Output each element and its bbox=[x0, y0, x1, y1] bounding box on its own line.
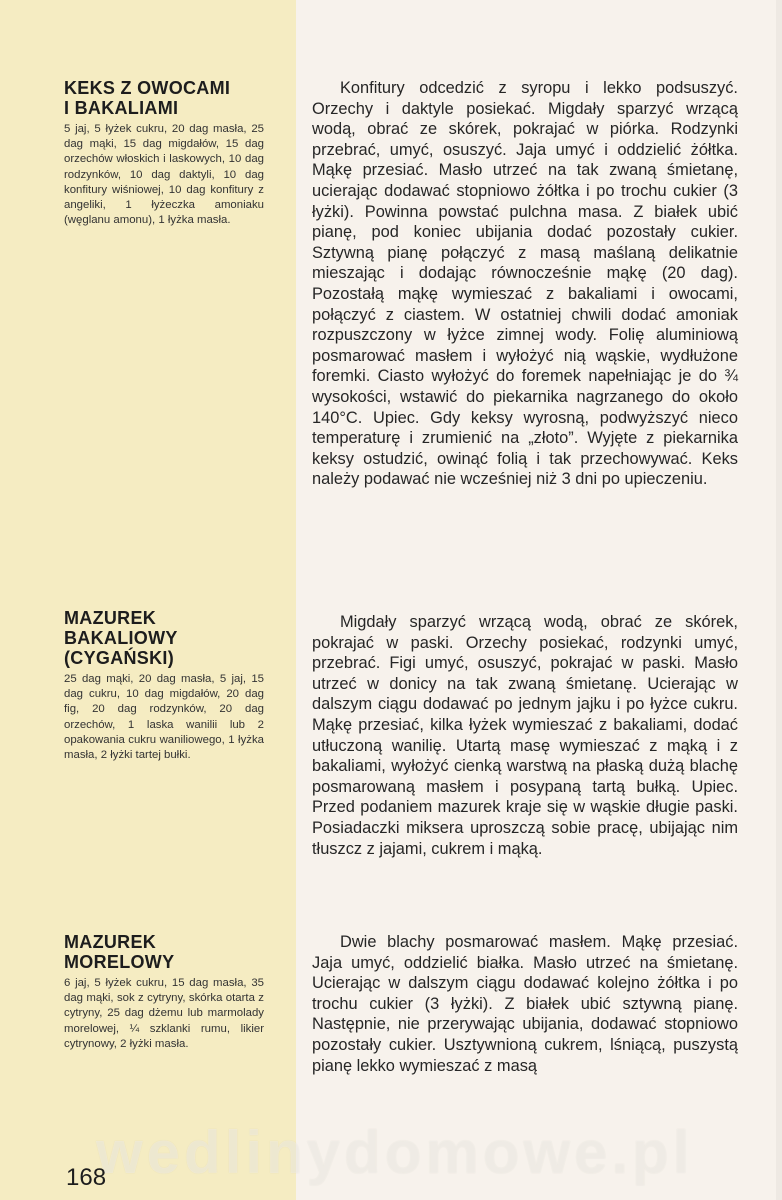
recipe-title-line: MORELOWY bbox=[64, 952, 175, 972]
recipe-header-keks bbox=[64, 78, 264, 228]
recipe-title-line: MAZUREK bbox=[64, 608, 157, 628]
recipe-title-line: KEKS Z OWOCAMI bbox=[64, 78, 231, 98]
recipe-header-mazurek-morelowy bbox=[64, 932, 264, 1052]
recipe-instructions: Dwie blachy posmarować masłem. Mąkę przesiać. Jaja umyć, oddzielić białka. Masło utrzeć na śmietanę. Ucierając w dalszym ciągu dodawać kolejno żółtka i po trochu cukier (3 łyżki). Z białek ubić sztywną pianę. Następnie, nie przerywając ubijania, dodawać stopniowo pozostały cukier. Usztywnioną cukrem, lśniącą, puszystą pianę lekko wymieszać z masą bbox=[312, 933, 738, 1075]
recipe-instructions: Migdały sparzyć wrzącą wodą, obrać ze skórek, pokrajać w paski. Orzechy posiekać, rodzynki umyć, przebrać. Figi umyć, osuszyć, pokrajać w paski. Masło utrzeć w donicy na tak zwaną śmietanę. Ucierając w dalszym ciągu dodawać po jednym jajku i po łyżce cukru. Mąkę przesiać, kilka łyżek wymieszać z bakaliami, dodać utłuczoną wanilię. Utartą masę wymieszać z mąką i z bakaliami, wyłożyć cienką warstwą na płaską dużą blachę posmarowaną masłem i posypaną tartą bułką. Upiec. Przed podaniem mazurek kraje się w wąskie długie paski. Posiadaczki miksera uproszczą sobie pracę, ubijając nim tłuszcz z jajami, cukrem i mąką. bbox=[312, 613, 738, 858]
recipe-title bbox=[64, 608, 264, 668]
recipe-title-line: I BAKALIAMI bbox=[64, 98, 179, 118]
recipe-title bbox=[64, 932, 264, 972]
watermark: wedlinydomowe.pl bbox=[96, 1119, 694, 1186]
recipe-title bbox=[64, 78, 264, 118]
page-edge bbox=[776, 0, 782, 1200]
ingredients-list: 5 jaj, 5 łyżek cukru, 20 dag masła, 25 dag mąki, 15 dag migdałów, 15 dag orzechów włoskich i laskowych, 10 dag rodzynków, 10 dag daktyli, 10 dag konfitury wiśniowej, 10 dag konfitury z angeliki, 1 łyżeczka amoniaku (węglanu amonu), 1 łyżka masła. bbox=[64, 123, 264, 227]
ingredients-list: 25 dag mąki, 20 dag masła, 5 jaj, 15 dag cukru, 10 dag migdałów, 20 dag fig, 20 dag rodzynków, 20 dag orzechów, 1 laska wanilii lub 2 opakowania cukru waniliowego, 1 łyżka masła, 2 łyżki tartej bułki. bbox=[64, 673, 264, 762]
recipe-instructions: Konfitury odcedzić z syropu i lekko podsuszyć. Orzechy i daktyle posiekać. Migdały sparzyć wrzącą wodą, obrać ze skórek, pokrajać w piórka. Rodzynki przebrać, umyć, osuszyć. Jaja umyć i oddzielić żółtka. Mąkę przesiać. Masło utrzeć na tak zwaną śmietanę, ucierając dodawać stopniowo żółtka i po trochu cukier (3 łyżki). Powinna powstać pulchna masa. Z białek ubić pianę, pod koniec ubijania dodać pozostały cukier. Sztywną pianę połączyć z masą maślaną delikatnie mieszając i dodając równocześnie mąkę (20 dag). Pozostałą mąkę wymieszać z bakaliami i owocami, połączyć z ciastem. W ostatniej chwili dodać amoniak rozpuszczony w łyżce zimnej wody. Folię aluminiową posmarować masłem i wyłożyć nią wąskie, wydłużone foremki. Ciasto wyłożyć do foremek napełniając je do ¾ wysokości, wstawić do piekarnika nagrzanego do około 140°C. Upiec. Gdy keksy wyrosną, podwyższyć nieco temperaturę i zrumienić na „złoto”. Wyjęte z piekarnika keksy ostudzić, owinąć folią i tak przechowywać. Keks należy podawać nie wcześniej niż 3 dni po upieczeniu. bbox=[312, 79, 738, 489]
recipe-title-line: MAZUREK bbox=[64, 932, 157, 952]
ingredients-list: 6 jaj, 5 łyżek cukru, 15 dag masła, 35 dag mąki, sok z cytryny, skórka otarta z cytryny, 25 dag dżemu lub marmolady morelowej, ¼ szklanki rumu, likier cytrynowy, 2 łyżki masła. bbox=[64, 977, 264, 1050]
recipe-title-line: BAKALIOWY bbox=[64, 628, 178, 648]
recipe-title-line: (CYGAŃSKI) bbox=[64, 648, 174, 668]
recipe-header-mazurek-bakaliowy bbox=[64, 608, 264, 763]
page-number: 168 bbox=[66, 1164, 107, 1191]
